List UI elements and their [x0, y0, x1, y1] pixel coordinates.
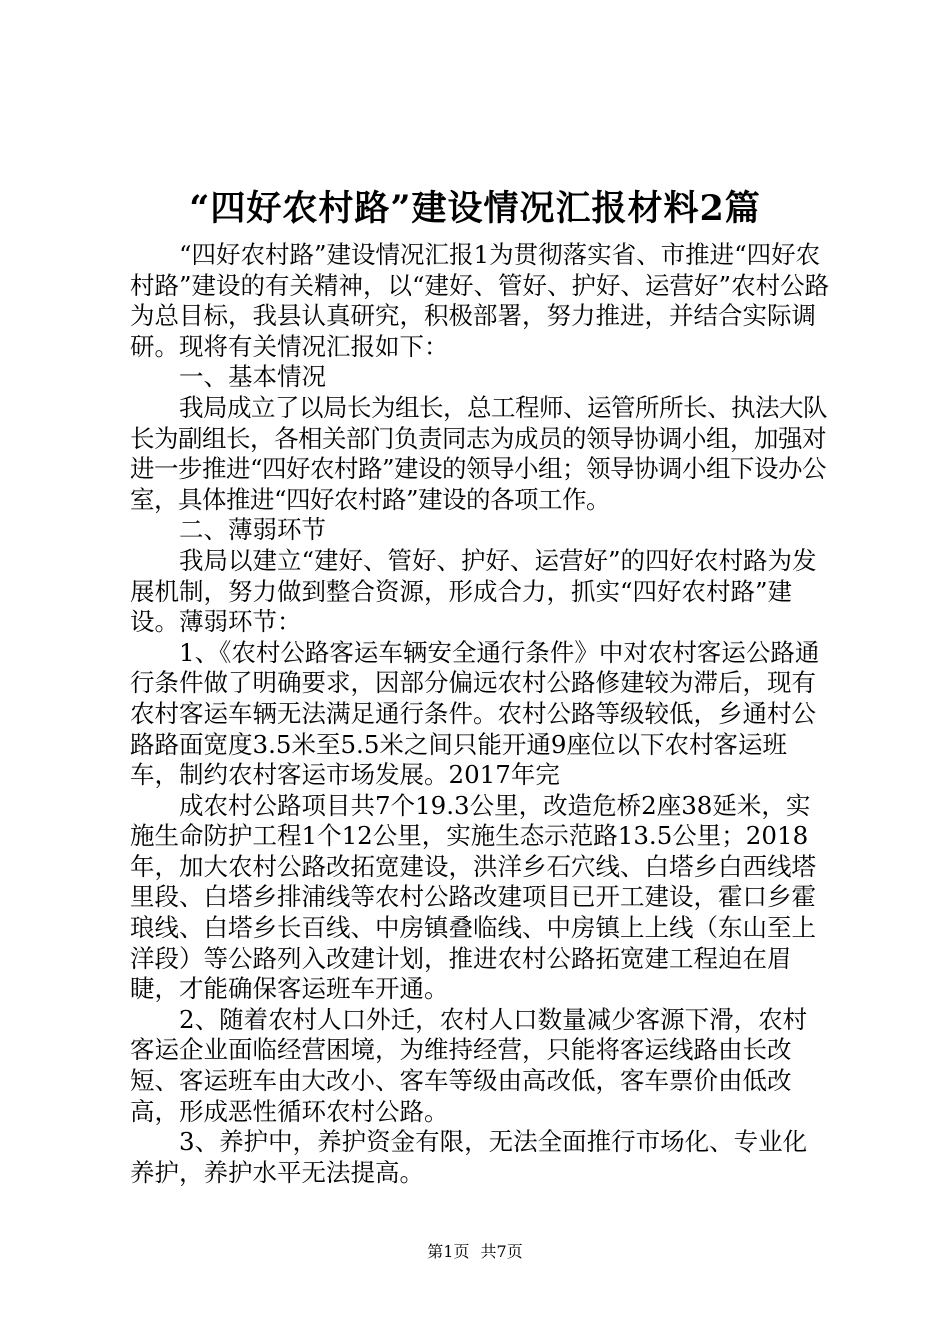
section-heading-weak: 二、薄弱环节 — [179, 515, 326, 545]
paragraph-item-1: 1、《农村公路客运车辆安全通行条件》中对农村客运公路通行条件做了明确要求，因部分偏远农村公路修建较为滞后，现有农村客运车辆无法满足通行条件。农村公路等级较低，乡通村公路路面宽度3.5米至5.5米之间只能开通9座位以下农村客运班车，制约农村客运市场发展。2017年完 — [130, 637, 820, 790]
section-heading-basic: 一、基本情况 — [179, 362, 326, 392]
paragraph-basic: 我局成立了以局长为组长，总工程师、运管所所长、执法大队长为副组长，各相关部门负责同志为成员的领导协调小组，加强对进一步推进“四好农村路”建设的领导小组；领导协调小组下设办公室，具体推进“四好农村路”建设的各项工作。 — [130, 392, 827, 514]
paragraph-weak: 我局以建立“建好、管好、护好、运营好”的四好农村路为发展机制，努力做到整合资源，形成合力，抓实“四好农村路”建设。薄弱环节： — [130, 545, 817, 637]
page-number: 第1页 — [427, 1242, 470, 1261]
page-footer — [0, 1240, 950, 1264]
page-total: 共7页 — [480, 1242, 523, 1261]
document-body — [130, 240, 830, 1188]
document-title: “四好农村路”建设情况汇报材料2篇 — [189, 188, 761, 229]
paragraph-item-3: 3、养护中，养护资金有限，无法全面推行市场化、专业化养护，养护水平无法提高。 — [130, 1127, 808, 1187]
paragraph-item-2: 2、随着农村人口外迁，农村人口数量减少客源下滑，农村客运企业面临经营困境，为维持经营，只能将客运线路由长改短、客运班车由大改小、客车等级由高改低，客车票价由低改高，形成恶性循环农村公路。 — [130, 1004, 808, 1126]
paragraph-intro: “四好农村路”建设情况汇报1为贯彻落实省、市推进“四好农村路”建设的有关精神，以“建好、管好、护好、运营好”农村公路为总目标，我县认真研究，积极部署，努力推进，并结合实际调研。现将有关情况汇报如下： — [130, 240, 830, 361]
paragraph-item-1-cont: 成农村公路项目共7个19.3公里，改造危桥2座38延米，实施生命防护工程1个12公里，实施生态示范路13.5公里；2018年，加大农村公路改拓宽建设，洪洋乡石穴线、白塔乡白西线塔里段、白塔乡排浦线等农村公路改建项目已开工建设，霍口乡霍琅线、白塔乡长百线、中房镇叠临线、中房镇上上线（东山至上洋段）等公路列入改建计划，推进农村公路拓宽建工程迫在眉睫，才能确保客运班车开通。 — [130, 790, 816, 1004]
